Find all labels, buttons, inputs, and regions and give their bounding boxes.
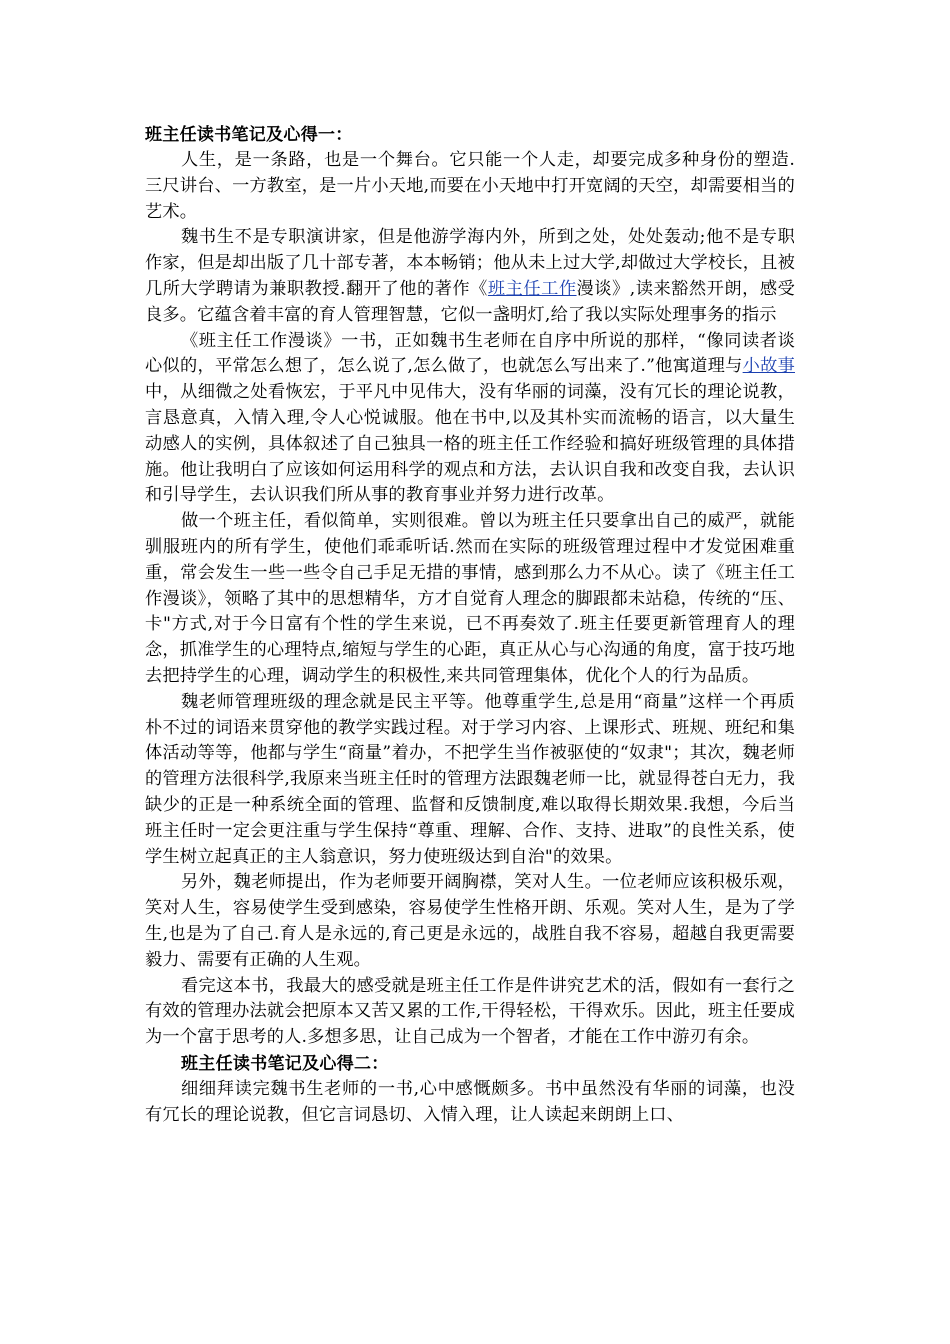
section-heading-1: 班主任读书笔记及心得一： xyxy=(145,125,353,145)
paragraph-3-text-a: 《班主任工作漫谈》一书，正如魏书生老师在自序中所说的那样，“像同读者谈心似的，平常怎么想了，怎么说了,怎么做了，也就怎么写出来了.”他寓道理与 xyxy=(145,330,795,377)
paragraph-6: 另外，魏老师提出，作为老师要开阔胸襟，笑对人生。一位老师应该积极乐观，笑对人生，容易使学生受到感染，容易使学生性格开朗、乐观。笑对人生，是为了学生,也是为了自己.育人是永远的,育己更是永远的，战胜自我不容易，超越自我更需要毅力、需要有正确的人生观。 xyxy=(145,872,795,970)
book-title-link[interactable]: 班主任工作 xyxy=(487,278,577,299)
paragraph-8: 细细拜读完魏书生老师的一书,心中感慨颇多。书中虽然没有华丽的词藻，也没有冗长的理论说教，但它言词恳切、入情入理，让人读起来朗朗上口、 xyxy=(145,1078,795,1125)
paragraph-2-text-b: 漫谈》,读来豁然开朗，感受良多。它蕴含着丰富的育人管理智慧，它似一盏明灯,给了我以实际处理事务的指示 xyxy=(145,278,795,325)
paragraph-3-text-b: 中，从细微之处看恢宏，于平凡中见伟大，没有华丽的词藻，没有冗长的理论说教，言恳意真，入情入理,令人心悦诚服。他在书中,以及其朴实而流畅的语言，以大量生动感人的实例，具体叙述了自己独具一格的班主任工作经验和搞好班级管理的具体措施。他让我明白了应该如何运用科学的观点和方法，去认识自我和改变自我，去认识和引导学生，去认识我们所从事的教育事业并努力进行改革。 xyxy=(145,382,795,506)
paragraph-7: 看完这本书，我最大的感受就是班主任工作是件讲究艺术的活，假如有一套行之有效的管理办法就会把原本又苦又累的工作,干得轻松，干得欢乐。因此，班主任要成为一个富于思考的人.多想多思，让自己成为一个智者，才能在工作中游刃有余。 xyxy=(145,975,795,1048)
paragraph-4: 做一个班主任，看似简单，实则很难。曾以为班主任只要拿出自己的威严，就能驯服班内的所有学生，使他们乖乖听话.然而在实际的班级管理过程中才发觉困难重重，常会发生一些一些令自己手足无措的事情，感到那么力不从心。读了《班主任工作漫谈》，领略了其中的思想精华，方才自觉育人理念的脚跟都未站稳，传统的“压、卡"方式,对于今日富有个性的学生来说，已不再奏效了.班主任要更新管理育人的理念，抓准学生的心理特点,缩短与学生的心距，真正从心与心沟通的角度，富于技巧地去把持学生的心理，调动学生的积极性,来共同管理集体，优化个人的行为品质。 xyxy=(145,511,795,686)
paragraph-2-text-a: 魏书生不是专职演讲家，但是他游学海内外，所到之处，处处轰动;他不是专职作家，但是却出版了几十部专著，本本畅销；他从未上过大学,却做过大学校长，且被几所大学聘请为兼职教授.翻开了他的著作《 xyxy=(145,227,795,299)
section-heading-2: 班主任读书笔记及心得二： xyxy=(181,1053,389,1074)
paragraph-1: 人生，是一条路，也是一个舞台。它只能一个人走，却要完成多种身份的塑造.三尺讲台、一方教室，是一片小天地,而要在小天地中打开宽阔的天空，却需要相当的艺术。 xyxy=(145,150,795,222)
story-link[interactable]: 小故事 xyxy=(742,356,795,377)
paragraph-2 xyxy=(145,225,795,328)
paragraph-5: 魏老师管理班级的理念就是民主平等。他尊重学生,总是用“商量”这样一个再质朴不过的词语来贯穿他的教学实践过程。对于学习内容、上课形式、班规、班纪和集体活动等等，他都与学生“商量”着办，不把学生当作被驱使的“奴隶"；其次，魏老师的管理方法很科学,我原来当班主任时的管理方法跟魏老师一比，就显得苍白无力，我缺少的正是一种系统全面的管理、监督和反馈制度,难以取得长期效果.我想，今后当班主任时一定会更注重与学生保持“尊重、理解、合作、支持、进取”的良性关系，使学生树立起真正的主人翁意识，努力使班级达到自治"的效果。 xyxy=(145,691,795,867)
paragraph-3 xyxy=(145,329,795,510)
document-page xyxy=(145,122,795,1128)
